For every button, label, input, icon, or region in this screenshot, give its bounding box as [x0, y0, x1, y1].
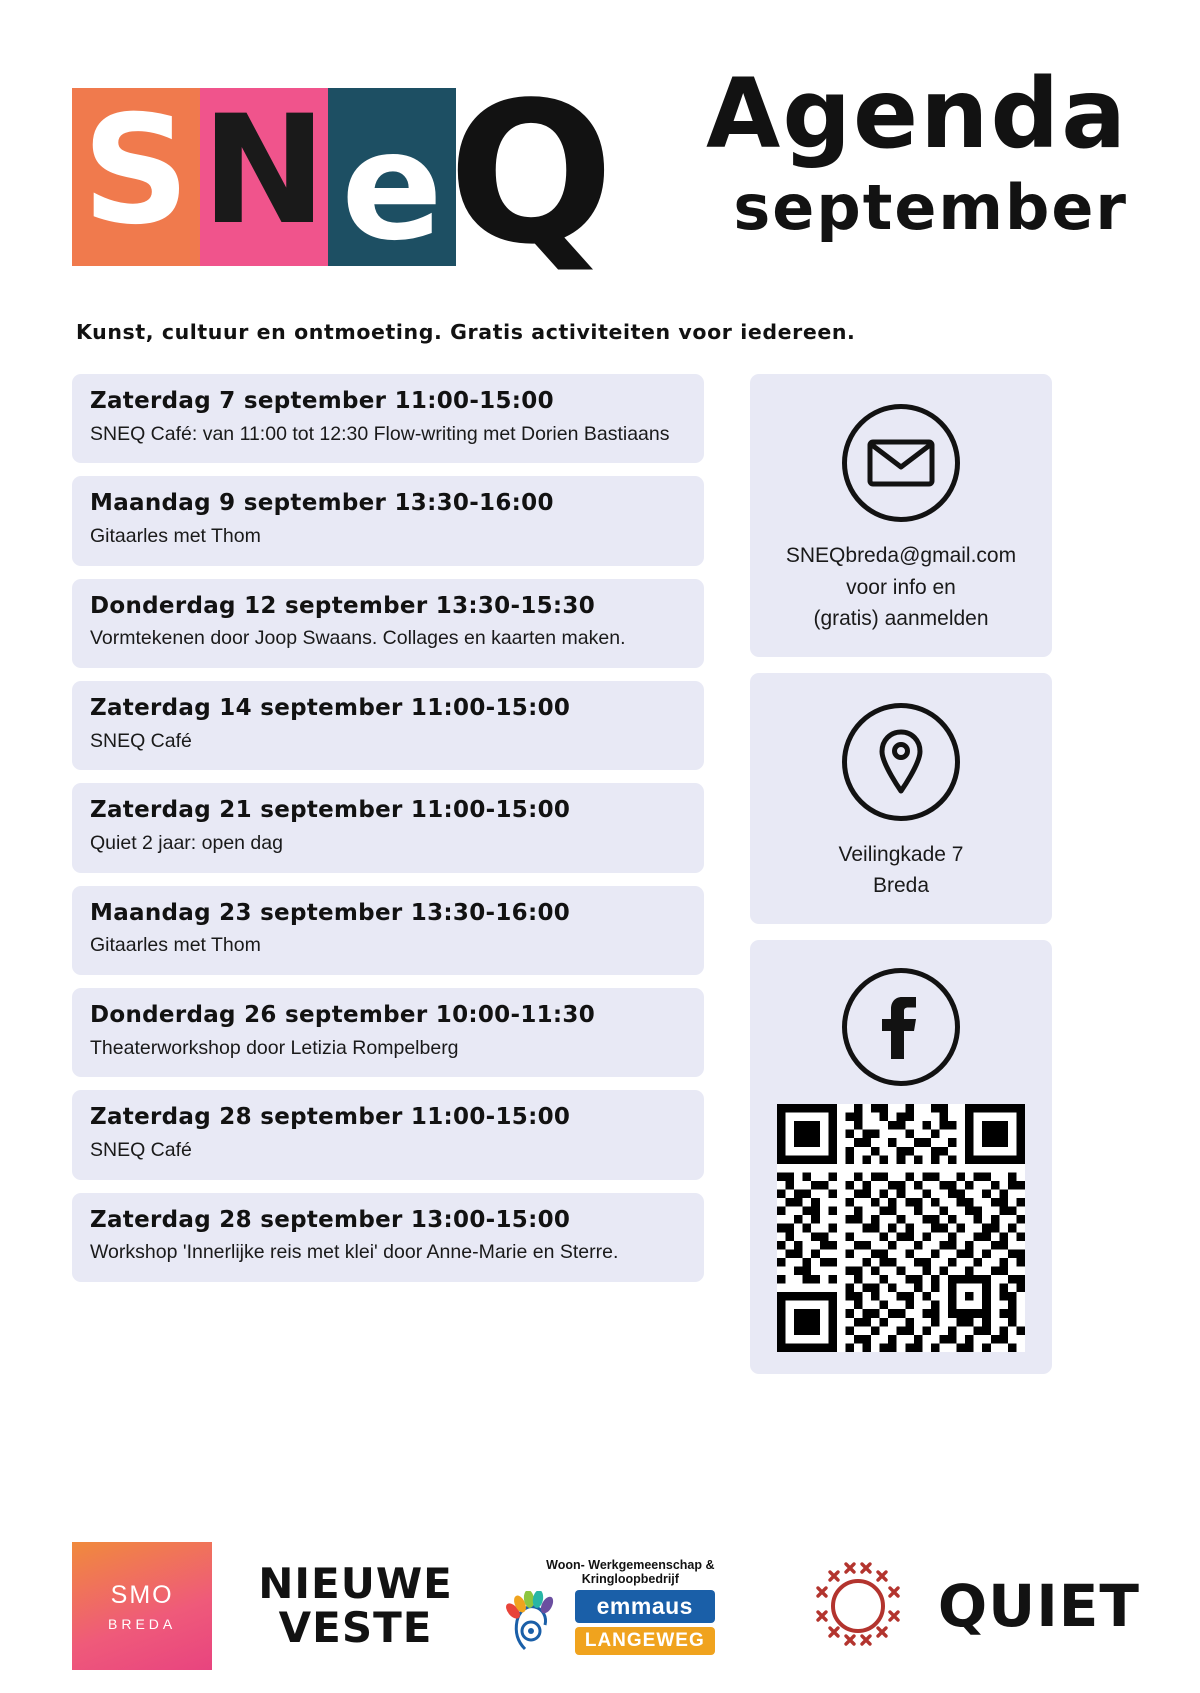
partner-logos [72, 1541, 1140, 1671]
nieuwe-veste-line-1: NIEUWE [258, 1558, 453, 1608]
event-description: Workshop 'Innerlijke reis met klei' door Anne-Marie en Sterre. [90, 1241, 619, 1264]
tagline: Kunst, cultuur en ontmoeting. Gratis activiteiten voor iedereen. [76, 320, 856, 344]
event-description: Vormtekenen door Joop Swaans. Collages en kaarten maken. [90, 627, 626, 650]
smo-logo-name: SMO [110, 1580, 174, 1609]
list-item [72, 374, 704, 463]
qr-code[interactable] [766, 1104, 1036, 1352]
event-list [72, 374, 704, 1374]
nieuwe-veste-line-2: VESTE [278, 1603, 433, 1652]
logo-letter-e: e [341, 100, 443, 274]
event-description: Gitaarles met Thom [90, 934, 261, 957]
contact-line-3: (gratis) aanmelden [813, 607, 989, 630]
list-item [72, 783, 704, 872]
contact-line-2: voor info en [846, 575, 956, 599]
emmaus-name: emmaus [575, 1590, 715, 1623]
quiet-mark-icon [804, 1554, 912, 1658]
social-card [750, 940, 1052, 1374]
info-sidebar [750, 374, 1052, 1374]
event-description: Theaterworkshop door Letizia Rompelberg [90, 1036, 459, 1059]
sneq-logo [72, 59, 614, 287]
event-title: Zaterdag 21 september 11:00-15:00 [90, 797, 571, 824]
logo-letter-n: N [201, 84, 327, 258]
list-item [72, 886, 704, 975]
smo-logo-sub: BREDA [108, 1615, 177, 1632]
logo-tile-s [72, 84, 200, 266]
list-item [72, 476, 704, 565]
nieuwe-veste-logo [258, 1558, 453, 1652]
event-title: Zaterdag 28 september 11:00-15:00 [90, 1104, 571, 1131]
page-title: Agenda [706, 58, 1128, 170]
event-title: Zaterdag 14 september 11:00-15:00 [90, 694, 571, 721]
smo-breda-logo [72, 1542, 212, 1670]
list-item [72, 1193, 704, 1282]
event-description: SNEQ Café [90, 729, 192, 752]
logo-tile-e [328, 88, 456, 274]
event-description: SNEQ Café [90, 1138, 192, 1161]
list-item [72, 1090, 704, 1179]
event-description: SNEQ Café: van 11:00 tot 12:30 Flow-writing met Dorien Bastiaans [90, 422, 670, 445]
emmaus-mark-row [503, 1590, 758, 1655]
quiet-name: QUIET [937, 1572, 1140, 1640]
contact-card [750, 374, 1052, 657]
event-title: Donderdag 12 september 13:30-15:30 [90, 592, 596, 619]
list-item [72, 988, 704, 1077]
contact-email[interactable]: SNEQbreda@gmail.com [785, 544, 1017, 567]
quiet-logo [804, 1554, 1140, 1658]
location-street: Veilingkade 7 [838, 842, 964, 866]
map-pin-icon [842, 703, 960, 821]
logo-tile-n [200, 84, 328, 266]
emmaus-hand-icon [503, 1591, 567, 1653]
emmaus-tagline: Woon- Werkgemeenschap & Kringloopbedrijf [546, 1557, 715, 1586]
event-title: Zaterdag 28 september 13:00-15:00 [90, 1206, 571, 1233]
logo-tile-q [448, 59, 614, 287]
event-title: Zaterdag 7 september 11:00-15:00 [90, 388, 554, 414]
logo-letter-s: S [81, 84, 191, 258]
page-subtitle: september [733, 171, 1128, 244]
event-title: Maandag 23 september 13:30-16:00 [90, 899, 571, 926]
emmaus-location: LANGEWEG [575, 1627, 715, 1655]
envelope-icon [842, 404, 960, 522]
title-block [634, 60, 1128, 242]
event-title: Maandag 9 september 13:30-16:00 [90, 490, 554, 517]
main-columns [72, 374, 1128, 1374]
emmaus-langeweg-logo [503, 1558, 758, 1655]
event-title: Donderdag 26 september 10:00-11:30 [90, 1001, 596, 1028]
location-card [750, 673, 1052, 924]
list-item [72, 579, 704, 668]
facebook-icon[interactable] [842, 968, 960, 1086]
event-description: Quiet 2 jaar: open dag [90, 831, 283, 854]
logo-letter-q: Q [448, 59, 614, 287]
location-city: Breda [872, 874, 930, 897]
list-item [72, 681, 704, 770]
poster-header [72, 60, 1128, 290]
event-description: Gitaarles met Thom [90, 524, 261, 547]
